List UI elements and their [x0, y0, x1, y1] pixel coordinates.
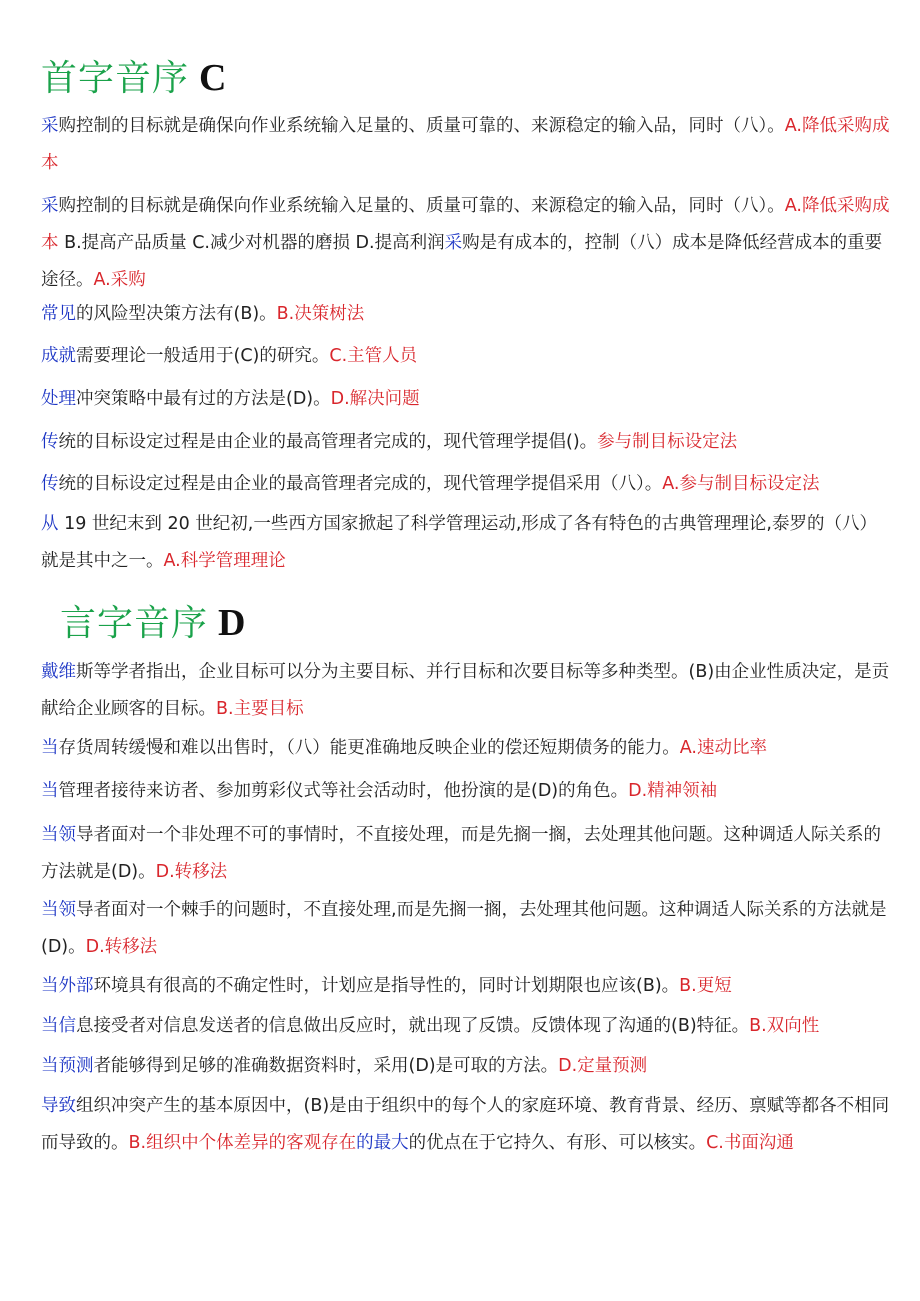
item-keyword: 当预测 [41, 1056, 94, 1076]
question-item [41, 730, 891, 767]
item-keyword: 戴维 [41, 662, 76, 682]
item-question: 组织冲突产生的基本原因中，(B)是由于组织中的每个人的家庭环境、教育背景、经历、禀赋等都各不相同而导致的。 [41, 1096, 890, 1153]
item-keyword: 当 [41, 781, 59, 801]
item-question: 统的目标设定过程是由企业的最高管理者完成的，现代管理学提倡()。 [58, 432, 598, 452]
question-item [41, 817, 891, 891]
question-item [41, 506, 891, 580]
question-item [41, 968, 891, 1005]
item-answer: A.降低采购成本 [41, 196, 890, 253]
heading-letter: D [218, 602, 246, 644]
item-question: 的风险型决策方法有(B)。 [76, 304, 277, 324]
item-answer: B.更短 [679, 976, 732, 996]
item-answer: D.解决问题 [330, 389, 420, 409]
question-item [41, 892, 891, 966]
item-keyword: 导致 [41, 1096, 76, 1116]
question-item [41, 1008, 891, 1045]
item-answer: D.转移法 [155, 862, 228, 882]
section-heading-d [60, 595, 245, 646]
item-options: B.提高产品质量 C.减少对机器的磨损 D.提高利润 [58, 233, 445, 253]
item-question: 存货周转缓慢和难以出售时，（八）能更准确地反映企业的偿还短期债务的能力。 [58, 738, 680, 758]
item-question: 的优点在于它持久、有形、可以核实。 [408, 1133, 707, 1153]
item-keyword: 传 [41, 432, 59, 452]
item-answer: B.组织中个体差异的客观存在 [128, 1133, 357, 1153]
item-keyword: 当 [41, 738, 59, 758]
item-keyword: 从 [41, 514, 59, 534]
item-keyword: 当信 [41, 1016, 76, 1036]
question-item [41, 108, 891, 182]
item-answer: B.双向性 [749, 1016, 820, 1036]
question-item [41, 296, 891, 333]
item-question: 息接受者对信息发送者的信息做出反应时，就出现了反馈。反馈体现了沟通的(B)特征。 [76, 1016, 750, 1036]
item-answer: B.决策树法 [276, 304, 365, 324]
question-item [41, 338, 891, 375]
item-keyword: 当领 [41, 825, 76, 845]
item-keyword: 采 [41, 116, 59, 136]
item-question: 统的目标设定过程是由企业的最高管理者完成的，现代管理学提倡采用（八）。 [58, 474, 663, 494]
item-keyword: 传 [41, 474, 59, 494]
question-item [41, 466, 891, 503]
question-item [41, 188, 891, 299]
item-question: 导者面对一个非处理不可的事情时，不直接处理，而是先搁一搁，去处理其他问题。这种调适人际关系的方法就是(D)。 [41, 825, 881, 882]
heading-text: 言字音序 [60, 603, 209, 644]
item-keyword: 处理 [41, 389, 76, 409]
item-answer: C.书面沟通 [706, 1133, 794, 1153]
item-keyword: 当领 [41, 900, 76, 920]
item-answer: A.降低采购成本 [41, 116, 890, 173]
item-keyword: 的最大 [356, 1133, 409, 1153]
item-answer: A.科学管理理论 [163, 551, 286, 571]
section-heading-c [41, 50, 226, 101]
item-question: 19 世纪末到 20 世纪初,一些西方国家掀起了科学管理运动,形成了各有特色的古典管理理论,泰罗的（八）就是其中之一。 [41, 514, 877, 571]
item-question: 需要理论一般适用于(C)的研究。 [76, 346, 330, 366]
item-question: 斯等学者指出，企业目标可以分为主要目标、并行目标和次要目标等多种类型。(B)由企业性质决定，是贡献给企业顾客的目标。 [41, 662, 890, 719]
question-item [41, 424, 891, 461]
item-keyword: 采 [444, 233, 463, 253]
item-answer: A.参与制目标设定法 [662, 474, 820, 494]
item-answer: D.定量预测 [558, 1056, 648, 1076]
question-item [41, 773, 891, 810]
item-answer: 参与制目标设定法 [597, 432, 738, 452]
heading-text: 首字音序 [41, 58, 190, 99]
item-question: 导者面对一个棘手的问题时，不直接处理,而是先搁一搁，去处理其他问题。这种调适人际关系的方法就是(D)。 [41, 900, 887, 957]
heading-letter: C [199, 57, 227, 99]
question-item [41, 654, 891, 728]
item-question: 购控制的目标就是确保向作业系统输入足量的、质量可靠的、来源稳定的输入品，同时（八）。 [58, 196, 785, 216]
item-question: 冲突策略中最有过的方法是(D)。 [76, 389, 331, 409]
item-question: 者能够得到足够的准确数据资料时，采用(D)是可取的方法。 [93, 1056, 559, 1076]
item-question: 环境具有很高的不确定性时，计划应是指导性的，同时计划期限也应该(B)。 [93, 976, 680, 996]
item-keyword: 当外部 [41, 976, 94, 996]
question-item [41, 381, 891, 418]
item-keyword: 采 [41, 196, 59, 216]
item-answer: A.采购 [93, 270, 146, 290]
item-question: 购控制的目标就是确保向作业系统输入足量的、质量可靠的、来源稳定的输入品，同时（八）。 [58, 116, 785, 136]
item-answer: B.主要目标 [216, 699, 304, 719]
item-answer: C.主管人员 [329, 346, 418, 366]
item-answer: D.转移法 [85, 937, 158, 957]
question-item [41, 1048, 891, 1085]
item-question: 购是有成本的，控制（八）成本是降低经营成本的重要途径。 [41, 233, 883, 290]
item-keyword: 常见 [41, 304, 76, 324]
item-question: 管理者接待来访者、参加剪彩仪式等社会活动时，他扮演的是(D)的角色。 [58, 781, 629, 801]
question-item [41, 1088, 891, 1162]
item-keyword: 成就 [41, 346, 76, 366]
item-answer: A.速动比率 [679, 738, 767, 758]
item-answer: D.精神领袖 [628, 781, 718, 801]
